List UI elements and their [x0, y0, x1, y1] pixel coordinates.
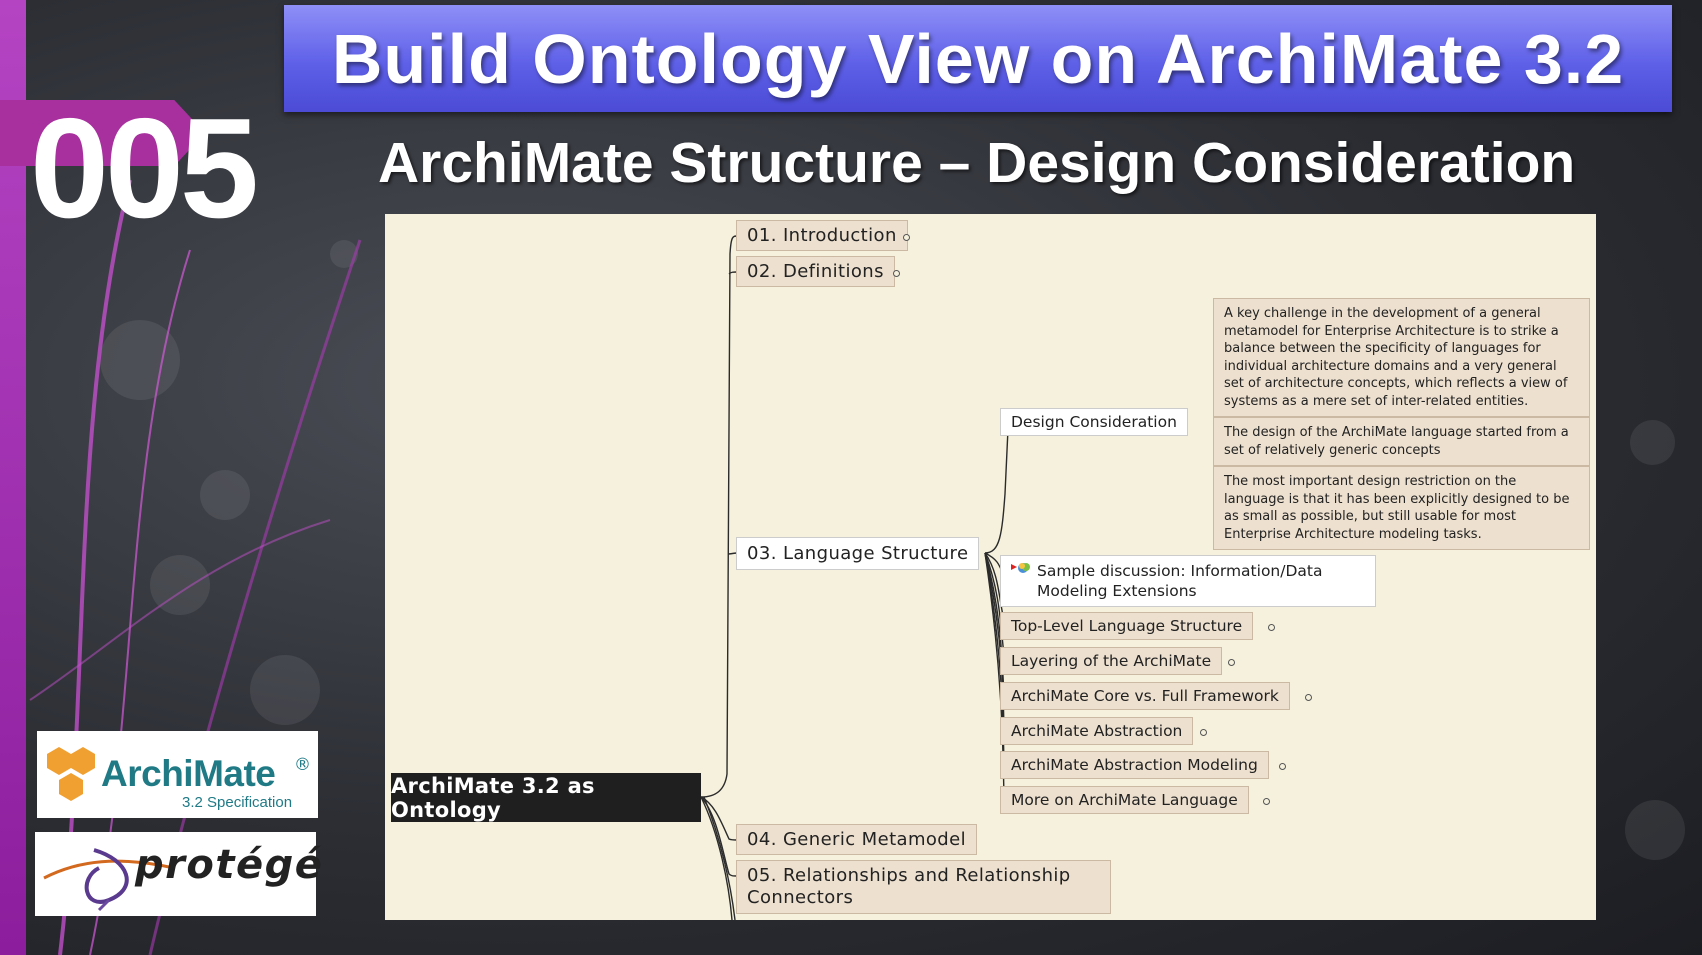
node-core-vs-full[interactable]: ArchiMate Core vs. Full Framework	[1000, 682, 1290, 710]
archimate-hexagon-icon	[43, 745, 101, 803]
design-note-restriction[interactable]: The most important design restriction on the language is that it has been explicitly designed to be as small as possible, but still usable for most Enterprise Architecture modeling tasks.	[1213, 466, 1590, 550]
node-language-structure[interactable]: 03. Language Structure	[736, 537, 979, 570]
node-relationships-connectors-label: 05. Relationships and Relationship Connectors	[747, 865, 1071, 908]
registered-mark: ®	[294, 755, 311, 775]
archimate-logo-text: ArchiMate	[101, 753, 276, 794]
protege-logo-text: protégé	[135, 842, 324, 888]
node-more-on-archimate[interactable]: More on ArchiMate Language	[1000, 786, 1249, 814]
collapse-toggle-icon[interactable]	[1263, 798, 1270, 805]
mindmap-root-node[interactable]: ArchiMate 3.2 as Ontology	[391, 773, 701, 822]
collapse-toggle-icon[interactable]	[1279, 763, 1286, 770]
design-note-key-challenge[interactable]: A key challenge in the development of a general metamodel for Enterprise Architecture is to strike a balance between the specificity of languages for individual architecture domains and a very general set of architecture concepts, which reflects a view of systems as a mere set of inter-related entities.	[1213, 298, 1590, 417]
archimate-logo	[37, 731, 318, 818]
collapse-toggle-icon[interactable]	[1268, 624, 1275, 631]
bokeh-decoration	[1625, 800, 1685, 860]
mindmap-canvas[interactable]	[385, 214, 1596, 920]
node-abstraction[interactable]: ArchiMate Abstraction	[1000, 717, 1193, 745]
attachment-icon	[1011, 561, 1033, 577]
node-top-level-language-structure[interactable]: Top-Level Language Structure	[1000, 612, 1253, 640]
node-layering[interactable]: Layering of the ArchiMate	[1000, 647, 1222, 675]
node-introduction[interactable]: 01. Introduction	[736, 220, 908, 251]
node-sample-discussion[interactable]	[1000, 555, 1376, 607]
design-note-generic-concepts[interactable]: The design of the ArchiMate language started from a set of relatively generic concepts	[1213, 417, 1590, 466]
collapse-toggle-icon[interactable]	[1228, 659, 1235, 666]
collapse-toggle-icon[interactable]	[903, 234, 910, 241]
archimate-logo-caption: 3.2 Specification	[182, 794, 293, 811]
episode-number: 005	[30, 89, 255, 248]
node-definitions[interactable]: 02. Definitions	[736, 256, 895, 287]
protege-logo	[35, 832, 324, 916]
collapse-toggle-icon[interactable]	[1200, 729, 1207, 736]
node-generic-metamodel[interactable]: 04. Generic Metamodel	[736, 824, 977, 855]
page-title: Build Ontology View on ArchiMate 3.2	[331, 19, 1625, 98]
node-abstraction-modeling[interactable]: ArchiMate Abstraction Modeling	[1000, 751, 1269, 779]
node-design-consideration[interactable]: Design Consideration	[1000, 408, 1188, 436]
node-relationships-connectors[interactable]	[736, 860, 1111, 914]
node-sample-discussion-label: Sample discussion: Information/Data Modeling Extensions	[1037, 562, 1323, 600]
collapse-toggle-icon[interactable]	[1305, 694, 1312, 701]
page-subtitle: ArchiMate Structure – Design Consideration	[378, 131, 1576, 195]
bokeh-decoration	[1630, 420, 1675, 465]
title-banner	[284, 5, 1672, 112]
collapse-toggle-icon[interactable]	[893, 270, 900, 277]
